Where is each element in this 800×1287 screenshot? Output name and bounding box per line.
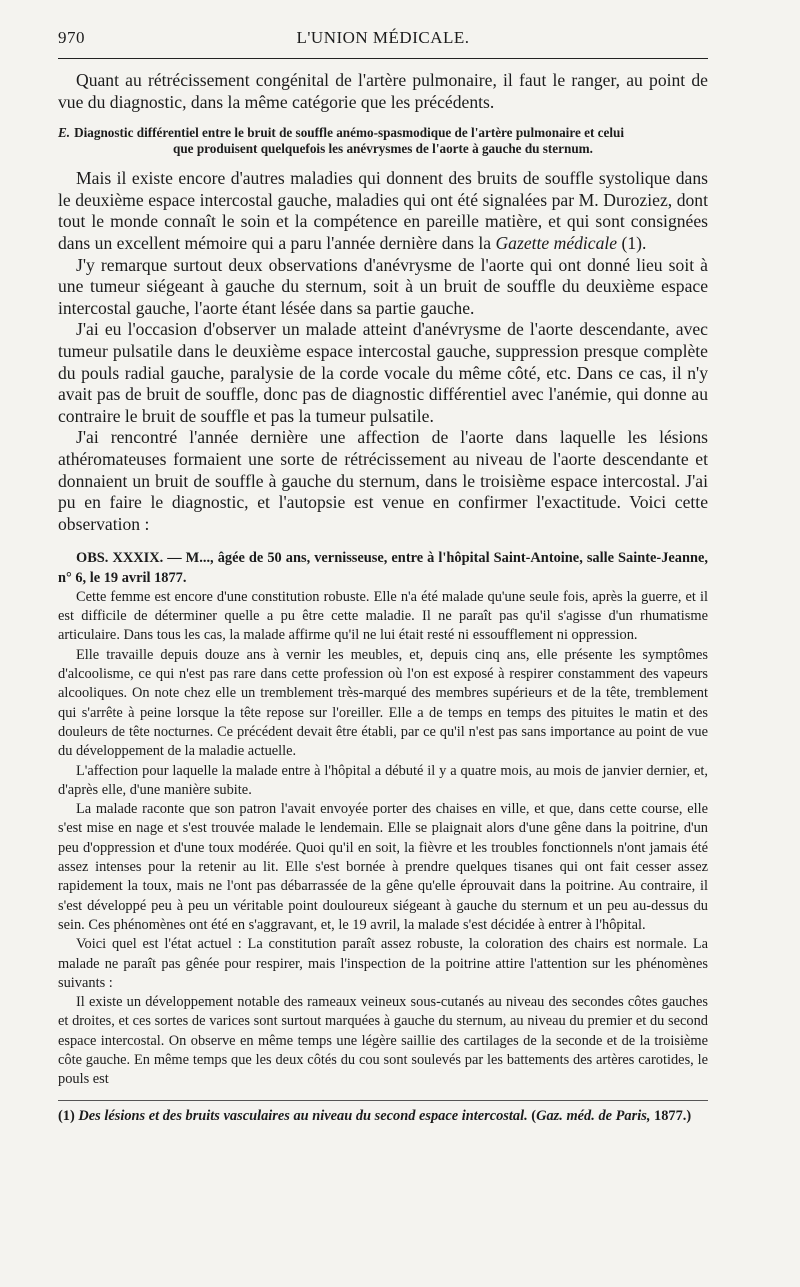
footnote-title: Des lésions et des bruits vasculaires au niveau du second espace intercostal.: [78, 1107, 528, 1124]
discussion-text: [58, 168, 708, 535]
footnote-ref: (1).: [617, 232, 647, 253]
observation-paragraph: Cette femme est encore d'une constitution robuste. Elle n'a été malade qu'une seule fois, après la guerre, et il est difficile de déterminer quelle a pu être cette maladie. Il ne paraît pas qu'il s'agisse d'un rhumatisme articulaire. Dans tous les cas, la malade affirme qu'il ne lui était resté ni essoufflement ni oppression.: [58, 588, 708, 644]
section-letter: E.: [58, 125, 71, 141]
footnote-year: 1877.): [650, 1107, 692, 1124]
page-body: [58, 70, 708, 1125]
footnote-marker: (1): [58, 1107, 75, 1124]
section-heading-line2: que produisent quelquefois les anévrysmes de l'aorte à gauche du sternum.: [173, 141, 593, 157]
observation-heading: OBS. XXXIX. — M..., âgée de 50 ans, vernisseuse, entre à l'hôpital Saint-Antoine, salle Sainte-Jeanne, n° 6, le 19 avril 1877.: [58, 550, 708, 586]
footnote: [58, 1107, 708, 1125]
footnote-ref-open: (: [527, 1107, 537, 1124]
paragraph: [58, 168, 708, 254]
paragraph: J'y remarque surtout deux observations d'anévrysme de l'aorte qui ont donné lieu soit à une tumeur siégeant à gauche du sternum, soit à un bruit de souffle du deuxième espace intercostal gauche, l'aorte étant lésée dans sa partie gauche.: [58, 254, 708, 318]
gazette-title: Gazette médicale: [495, 232, 618, 253]
main-text: [58, 70, 708, 113]
intro-paragraph: Quant au rétrécissement congénital de l'artère pulmonaire, il faut le ranger, au point de vue du diagnostic, dans la même catégorie que les précédents.: [58, 70, 708, 112]
page-header: [58, 28, 708, 48]
footnote-rule: [58, 1100, 708, 1101]
paragraph: J'ai rencontré l'année dernière une affection de l'aorte dans laquelle les lésions athéromateuses formaient une sorte de rétrécissement au niveau de l'aorte descendante et donnaient un bruit de souffle à gauche du sternum, dans le troisième espace intercostal. J'ai pu en faire le diagnostic, et l'autopsie est venue en confirmer l'exactitude. Voici cette observation :: [58, 427, 708, 534]
header-rule: [58, 58, 708, 59]
observation-paragraph: Il existe un développement notable des rameaux veineux sous-cutanés au niveau des secondes côtes gauches et droites, et ces sortes de varices sont surtout marquées à gauche du sternum, au niveau du premier et du second espace intercostal. On observe en même temps une légère saillie des cartilages de la seconde et de la troisième côte gauche. En même temps que les deux côtés du cou sont soulevés par les battements des artères carotides, le pouls est: [58, 994, 708, 1088]
section-heading: [58, 125, 708, 157]
observation-paragraph: L'affection pour laquelle la malade entre à l'hôpital a débuté il y a quatre mois, au mois de janvier dernier, et, d'après elle, d'une manière subite.: [58, 762, 708, 798]
observation-paragraph: La malade raconte que son patron l'avait envoyée porter des chaises en ville, et que, dans cette course, elle s'est mise en nage et s'est trouvée malade le lendemain. Elle se plaignait alors d'une gêne dans la poitrine, d'un peu d'oppression et d'une toux modérée. Quoi qu'il en soit, la fièvre et les troubles fonctionnels n'ont jamais été assez intenses pour la retenir au lit. Elle s'est bornée à prendre quelques tisanes qui ont fait cesser assez rapidement la toux, mais ne l'ont pas débarrassée de la gêne qu'elle éprouvait dans la poitrine. Au contraire, il s'est développé peu à peu un véritable point douloureux siégeant à gauche du sternum et un peu au-dessus du sein. Ces phénomènes ont été en s'aggravant, et, le 19 avril, la malade s'est décidée à entrer à l'hôpital.: [58, 801, 708, 933]
observation-paragraph: Voici quel est l'état actuel : La constitution paraît assez robuste, la coloration des chairs est normale. La malade ne paraît pas gênée pour respirer, mais l'inspection de la poitrine attire l'attention sur les phénomènes suivants :: [58, 936, 708, 991]
page-number: 970: [58, 28, 85, 47]
paragraph-text: Mais il existe encore d'autres maladies qui donnent des bruits de souffle systolique dans le deuxième espace intercostal gauche, maladies qui ont été signalées par M. Duroziez, dont tout le monde connaît le soin et la compétence en pareille matière, et qui sont consignées dans un excellent mémoire qui a paru l'année dernière dans la: [58, 168, 708, 253]
observation-text: [58, 549, 708, 1089]
running-title: L'UNION MÉDICALE.: [296, 28, 470, 47]
paragraph: J'ai eu l'occasion d'observer un malade atteint d'anévrysme de l'aorte descendante, avec tumeur pulsatile dans le deuxième espace intercostal gauche, suppression presque complète du pouls radial gauche, paralysie de la corde vocale du même côté, etc. Dans ce cas, il n'y avait pas de bruit de souffle, donc pas de diagnostic différentiel avec l'anémie, qui donne au contraire le bruit de souffle et pas la tumeur pulsatile.: [58, 319, 708, 426]
observation-paragraph: Elle travaille depuis douze ans à vernir les meubles, et, depuis cinq ans, elle présente les symptômes d'alcoolisme, ce qui n'est pas rare dans cette profession où l'on est exposé à respirer constamment des vapeurs alcooliques. On note chez elle un tremblement très-marqué des membres supérieurs et de la tête, tremblement qui s'arrête à peine lorsque la tête repose sur l'oreiller. Elle a de temps en temps des pituites le matin et des douleurs de tête nocturnes. Ce précédent devait être établi, par ce qu'il n'est pas sans importance au point de vue du développement de la maladie actuelle.: [58, 646, 708, 760]
footnote-journal: Gaz. méd. de Paris,: [536, 1107, 651, 1124]
section-heading-line1: Diagnostic différentiel entre le bruit de souffle anémo-spasmodique de l'artère pulmonaire et celui: [74, 125, 625, 141]
